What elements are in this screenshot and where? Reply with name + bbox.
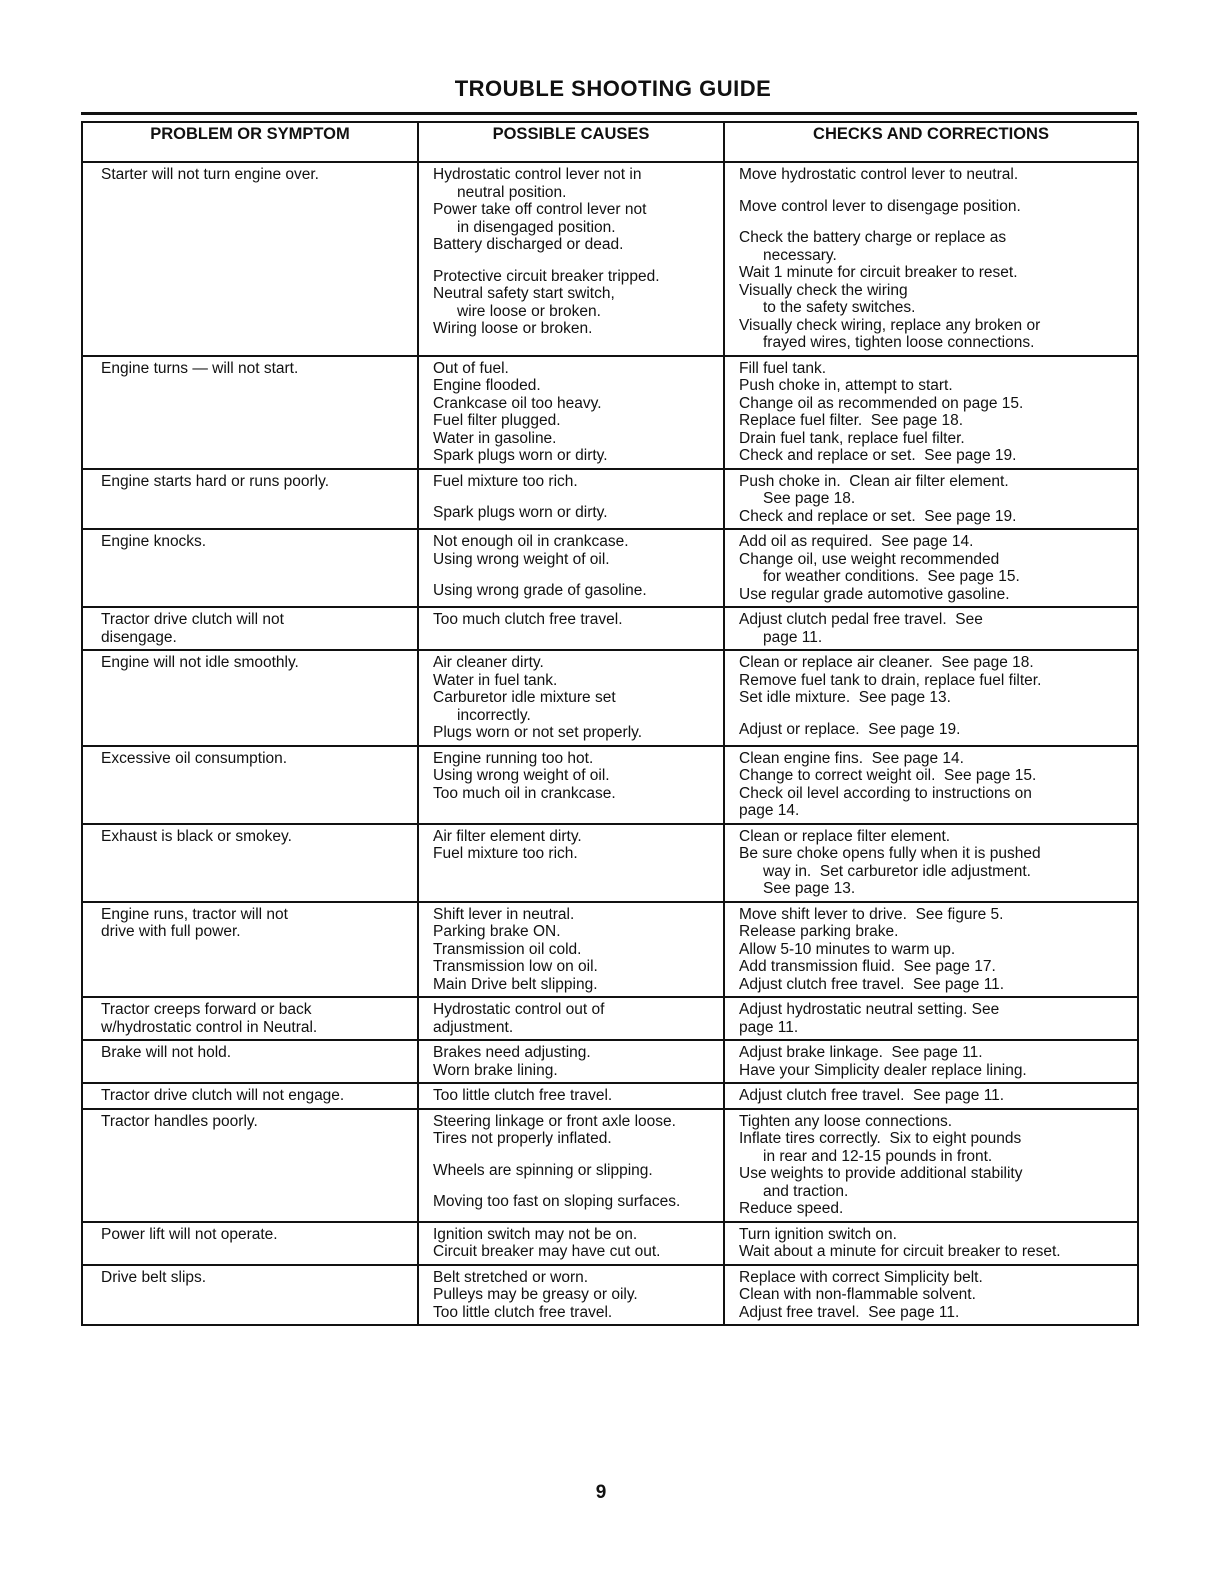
cause-text: Out of fuel. xyxy=(433,359,509,377)
symptom-cell xyxy=(82,824,418,902)
cause-text: Air filter element dirty. xyxy=(433,827,582,845)
check-text: Replace with correct Simplicity belt. xyxy=(739,1268,983,1286)
symptom-text: Engine starts hard or runs poorly. xyxy=(101,472,330,490)
symptom-cell xyxy=(82,650,418,746)
cause-cell xyxy=(418,902,724,998)
cause-cell xyxy=(418,607,724,650)
cause-cell xyxy=(418,1109,724,1222)
check-text: Adjust clutch free travel. See page 11. xyxy=(739,1087,1005,1104)
check-text: Tighten any loose connections. xyxy=(739,1112,953,1130)
symptom-cell xyxy=(82,469,418,530)
cause-cell xyxy=(418,1265,724,1326)
cause-text: Using wrong grade of gasoline. xyxy=(433,582,647,599)
cause-cell xyxy=(418,529,724,607)
check-text: Move hydrostatic control lever to neutral. xyxy=(739,166,1019,183)
cause-text: Spark plugs worn or dirty. xyxy=(433,504,608,521)
cause-text: Fuel mixture too rich. xyxy=(433,845,578,862)
check-text: Use regular grade automotive gasoline. xyxy=(739,585,1010,603)
check-cell xyxy=(724,356,1138,469)
symptom-text: Tractor drive clutch will not xyxy=(101,611,284,628)
check-cell xyxy=(724,1109,1138,1222)
header-causes: POSSIBLE CAUSES xyxy=(418,122,724,162)
check-cell xyxy=(724,746,1138,824)
check-cell xyxy=(724,529,1138,607)
check-text: Move control lever to disengage position. xyxy=(739,197,1021,215)
cause-cell xyxy=(418,469,724,530)
symptom-cell xyxy=(82,902,418,998)
table-row xyxy=(82,650,1138,746)
cause-text: Parking brake ON. xyxy=(433,923,561,940)
symptom-text: Drive belt slips. xyxy=(101,1268,207,1286)
check-text: Move shift lever to drive. See figure 5. xyxy=(739,905,1004,923)
check-text: Turn ignition switch on. xyxy=(739,1225,897,1243)
cause-text: in disengaged position. xyxy=(457,218,616,236)
check-text: Adjust brake linkage. See page 11. xyxy=(739,1044,983,1061)
cause-text: Too little clutch free travel. xyxy=(433,1303,613,1321)
cause-cell xyxy=(418,997,724,1040)
table-row xyxy=(82,902,1138,998)
check-cell xyxy=(724,650,1138,746)
check-text: page 11. xyxy=(763,628,823,646)
cause-text: Power take off control lever not xyxy=(433,201,647,218)
check-text: and traction. xyxy=(763,1182,849,1200)
cause-text: Circuit breaker may have cut out. xyxy=(433,1243,661,1260)
table-row xyxy=(82,1109,1138,1222)
check-text: to the safety switches. xyxy=(763,299,916,316)
troubleshooting-table-container xyxy=(81,112,1137,1326)
check-text: Visually check wiring, replace any broken or xyxy=(739,316,1041,334)
cause-text: Too much oil in crankcase. xyxy=(433,784,616,802)
cause-text: Carburetor idle mixture set xyxy=(433,689,616,706)
check-text: Check oil level according to instructions on xyxy=(739,784,1032,802)
symptom-cell xyxy=(82,162,418,356)
header-problem: PROBLEM OR SYMPTOM xyxy=(82,122,418,162)
table-row xyxy=(82,1083,1138,1109)
symptom-text: Exhaust is black or smokey. xyxy=(101,827,292,845)
cause-cell xyxy=(418,650,724,746)
spacer xyxy=(433,568,717,582)
check-text: Drain fuel tank, replace fuel filter. xyxy=(739,429,965,447)
cause-text: Brakes need adjusting. xyxy=(433,1044,591,1061)
cause-text: Too little clutch free travel. xyxy=(433,1087,613,1104)
check-text: Be sure choke opens fully when it is pushed xyxy=(739,845,1041,862)
check-cell xyxy=(724,1083,1138,1109)
top-rule xyxy=(81,112,1137,115)
check-text: way in. Set carburetor idle adjustment. xyxy=(763,862,1031,880)
check-text: Adjust clutch free travel. See page 11. xyxy=(739,975,1005,993)
cause-text: Neutral safety start switch, xyxy=(433,285,615,302)
check-text: Wait about a minute for circuit breaker to reset. xyxy=(739,1243,1061,1260)
check-text: Visually check the wiring xyxy=(739,281,908,299)
cause-text: incorrectly. xyxy=(457,706,531,724)
check-cell xyxy=(724,469,1138,530)
symptom-text: Starter will not turn engine over. xyxy=(101,166,319,183)
check-text: Change to correct weight oil. See page 15. xyxy=(739,767,1037,784)
cause-text: Pulleys may be greasy or oily. xyxy=(433,1286,638,1303)
cause-text: Wheels are spinning or slipping. xyxy=(433,1161,653,1179)
check-text: for weather conditions. See page 15. xyxy=(763,568,1020,585)
check-text: Add transmission fluid. See page 17. xyxy=(739,958,996,975)
check-cell xyxy=(724,997,1138,1040)
check-text: page 14. xyxy=(739,802,800,819)
cause-text: Hydrostatic control lever not in xyxy=(433,166,642,183)
check-text: Release parking brake. xyxy=(739,923,899,940)
cause-text: Moving too fast on sloping surfaces. xyxy=(433,1193,681,1210)
cause-text: Fuel mixture too rich. xyxy=(433,472,578,490)
cause-text: wire loose or broken. xyxy=(457,302,601,320)
cause-text: adjustment. xyxy=(433,1018,514,1036)
check-text: Adjust hydrostatic neutral setting. See xyxy=(739,1001,1000,1018)
table-row xyxy=(82,746,1138,824)
cause-cell xyxy=(418,356,724,469)
check-text: Push choke in, attempt to start. xyxy=(739,377,953,394)
cause-text: Crankcase oil too heavy. xyxy=(433,394,602,412)
check-cell xyxy=(724,1040,1138,1083)
table-row xyxy=(82,997,1138,1040)
symptom-cell xyxy=(82,1040,418,1083)
check-text: Clean or replace filter element. xyxy=(739,827,951,845)
symptom-cell xyxy=(82,1222,418,1265)
spacer xyxy=(739,215,1131,229)
symptom-text: Engine knocks. xyxy=(101,533,207,550)
check-text: See page 13. xyxy=(763,880,856,897)
check-text: Inflate tires correctly. Six to eight pounds xyxy=(739,1130,1022,1147)
cause-cell xyxy=(418,162,724,356)
symptom-cell xyxy=(82,997,418,1040)
troubleshooting-table xyxy=(81,121,1139,1326)
table-row xyxy=(82,607,1138,650)
table-row xyxy=(82,162,1138,356)
symptom-text: Engine runs, tractor will not xyxy=(101,905,288,923)
check-text: Remove fuel tank to drain, replace fuel filter. xyxy=(739,671,1042,689)
cause-cell xyxy=(418,1222,724,1265)
symptom-cell xyxy=(82,607,418,650)
header-row xyxy=(82,122,1138,162)
cause-text: Water in gasoline. xyxy=(433,429,557,447)
symptom-cell xyxy=(82,529,418,607)
cause-text: Engine flooded. xyxy=(433,377,541,394)
check-text: Check the battery charge or replace as xyxy=(739,229,1007,246)
cause-text: Air cleaner dirty. xyxy=(433,654,544,671)
symptom-text: Tractor drive clutch will not engage. xyxy=(101,1087,345,1104)
check-cell xyxy=(724,162,1138,356)
symptom-cell xyxy=(82,1083,418,1109)
check-text: in rear and 12-15 pounds in front. xyxy=(763,1147,993,1165)
cause-text: Spark plugs worn or dirty. xyxy=(433,447,608,464)
cause-text: Using wrong weight of oil. xyxy=(433,550,610,568)
symptom-text: Brake will not hold. xyxy=(101,1044,232,1061)
symptom-cell xyxy=(82,746,418,824)
check-text: Have your Simplicity dealer replace lining. xyxy=(739,1061,1027,1079)
check-text: Wait 1 minute for circuit breaker to reset. xyxy=(739,264,1018,281)
check-text: necessary. xyxy=(763,246,837,264)
check-text: Check and replace or set. See page 19. xyxy=(739,447,1017,464)
symptom-text: Excessive oil consumption. xyxy=(101,749,288,767)
cause-text: Tires not properly inflated. xyxy=(433,1130,612,1147)
check-cell xyxy=(724,902,1138,998)
table-row xyxy=(82,1222,1138,1265)
check-text: See page 18. xyxy=(763,490,856,507)
cause-text: Plugs worn or not set properly. xyxy=(433,724,643,741)
cause-text: Belt stretched or worn. xyxy=(433,1268,589,1286)
check-cell xyxy=(724,824,1138,902)
cause-text: Too much clutch free travel. xyxy=(433,611,623,628)
cause-cell xyxy=(418,824,724,902)
symptom-text: drive with full power. xyxy=(101,923,241,940)
check-text: frayed wires, tighten loose connections. xyxy=(763,334,1035,351)
table-row xyxy=(82,529,1138,607)
cause-text: Using wrong weight of oil. xyxy=(433,767,610,784)
symptom-text: Engine will not idle smoothly. xyxy=(101,654,299,671)
cause-text: Steering linkage or front axle loose. xyxy=(433,1112,676,1130)
check-text: page 11. xyxy=(739,1018,799,1036)
spacer xyxy=(433,1179,717,1193)
check-text: Change oil as recommended on page 15. xyxy=(739,394,1024,412)
spacer xyxy=(433,1148,717,1162)
cause-text: Main Drive belt slipping. xyxy=(433,975,598,993)
cause-text: Not enough oil in crankcase. xyxy=(433,533,629,550)
cause-text: Hydrostatic control out of xyxy=(433,1001,605,1018)
symptom-cell xyxy=(82,356,418,469)
table-row xyxy=(82,1265,1138,1326)
symptom-text: disengage. xyxy=(101,628,177,646)
cause-text: Transmission low on oil. xyxy=(433,958,598,975)
spacer xyxy=(739,184,1131,198)
check-text: Use weights to provide additional stability xyxy=(739,1165,1023,1182)
check-text: Set idle mixture. See page 13. xyxy=(739,689,951,706)
page-title: TROUBLE SHOOTING GUIDE xyxy=(454,76,772,101)
cause-text: Battery discharged or dead. xyxy=(433,236,624,253)
cause-cell xyxy=(418,746,724,824)
check-text: Clean or replace air cleaner. See page 18. xyxy=(739,654,1034,671)
check-text: Allow 5-10 minutes to warm up. xyxy=(739,940,956,958)
check-text: Add oil as required. See page 14. xyxy=(739,533,974,550)
check-text: Check and replace or set. See page 19. xyxy=(739,507,1017,525)
table-row xyxy=(82,824,1138,902)
cause-cell xyxy=(418,1040,724,1083)
table-row xyxy=(82,469,1138,530)
table-row xyxy=(82,1040,1138,1083)
check-text: Push choke in. Clean air filter element. xyxy=(739,472,1009,490)
check-text: Change oil, use weight recommended xyxy=(739,550,1000,568)
cause-text: Engine running too hot. xyxy=(433,749,594,767)
check-text: Clean with non-flammable solvent. xyxy=(739,1286,976,1303)
table-row xyxy=(82,356,1138,469)
cause-text: Protective circuit breaker tripped. xyxy=(433,267,660,285)
page-number: 9 xyxy=(595,1482,607,1503)
check-text: Fill fuel tank. xyxy=(739,359,827,377)
check-text: Adjust or replace. See page 19. xyxy=(739,720,961,738)
header-checks: CHECKS AND CORRECTIONS xyxy=(724,122,1138,162)
symptom-cell xyxy=(82,1265,418,1326)
cause-text: Fuel filter plugged. xyxy=(433,412,561,429)
check-text: Reduce speed. xyxy=(739,1200,844,1217)
spacer xyxy=(739,707,1131,721)
cause-text: Shift lever in neutral. xyxy=(433,905,575,923)
symptom-text: Tractor handles poorly. xyxy=(101,1112,258,1130)
symptom-text: Power lift will not operate. xyxy=(101,1225,278,1243)
spacer xyxy=(433,254,717,268)
cause-text: neutral position. xyxy=(457,183,567,201)
symptom-cell xyxy=(82,1109,418,1222)
cause-text: Wiring loose or broken. xyxy=(433,320,593,337)
spacer xyxy=(433,490,717,504)
check-text: Adjust free travel. See page 11. xyxy=(739,1303,960,1321)
check-text: Adjust clutch pedal free travel. See xyxy=(739,611,983,628)
cause-text: Transmission oil cold. xyxy=(433,940,582,958)
cause-text: Ignition switch may not be on. xyxy=(433,1225,638,1243)
check-text: Clean engine fins. See page 14. xyxy=(739,749,964,767)
cause-text: Water in fuel tank. xyxy=(433,671,558,689)
symptom-text: Engine turns — will not start. xyxy=(101,359,299,377)
check-text: Replace fuel filter. See page 18. xyxy=(739,412,964,429)
check-cell xyxy=(724,1222,1138,1265)
cause-cell xyxy=(418,1083,724,1109)
symptom-text: Tractor creeps forward or back xyxy=(101,1001,312,1018)
symptom-text: w/hydrostatic control in Neutral. xyxy=(101,1018,318,1036)
check-cell xyxy=(724,607,1138,650)
check-cell xyxy=(724,1265,1138,1326)
cause-text: Worn brake lining. xyxy=(433,1061,558,1079)
